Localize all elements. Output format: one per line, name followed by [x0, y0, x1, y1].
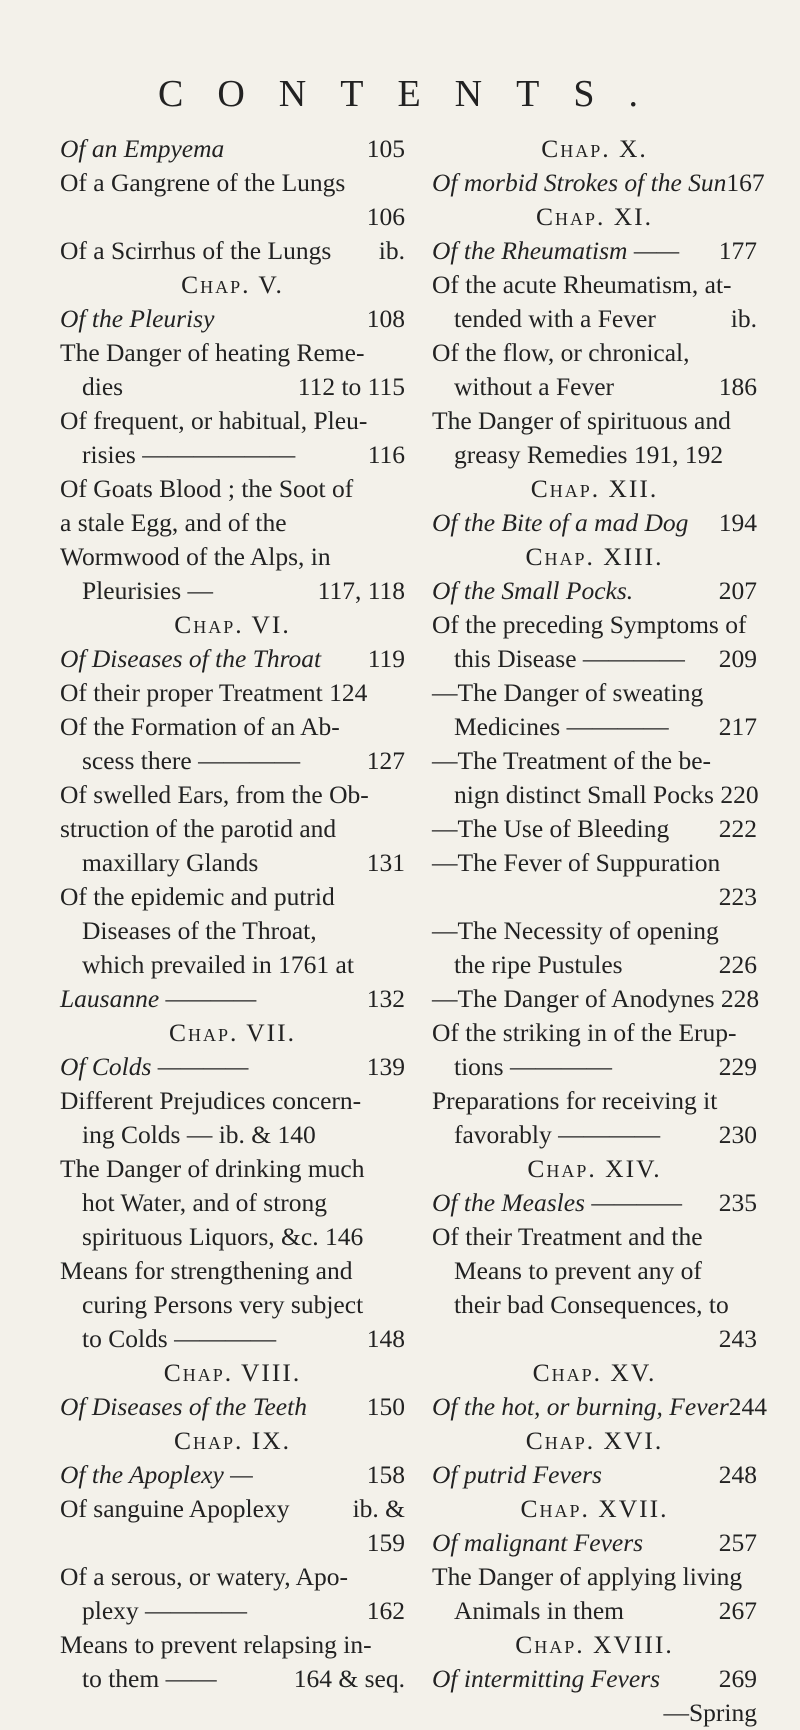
page-number: 194 [718, 508, 757, 537]
entry-title: struction of the parotid and [60, 814, 337, 843]
contents-entry [60, 1084, 405, 1118]
page-number: 207 [718, 576, 757, 605]
chapter-heading: Chap. IX. [173, 1426, 292, 1455]
contents-entry [60, 812, 405, 846]
contents-entry [60, 676, 405, 710]
page-number: 230 [718, 1120, 757, 1149]
continuation-text: —Spring [663, 1698, 757, 1727]
entry-title: to them —— [82, 1664, 217, 1693]
contents-entry [432, 1220, 757, 1254]
entry-title: Pleurisies — [82, 576, 214, 605]
contents-entry [432, 1560, 757, 1594]
entry-title: The Danger of spirituous and [432, 406, 731, 435]
contents-entry [60, 744, 405, 778]
page-number: 119 [367, 644, 405, 673]
contents-entry [432, 1084, 757, 1118]
entry-title: The Danger of applying living [432, 1562, 743, 1591]
contents-entry [432, 574, 757, 608]
contents-entry [60, 472, 405, 506]
page-number: 229 [718, 1052, 757, 1081]
entry-title: Of putrid Fevers [432, 1460, 602, 1489]
entry-title: Of the flow, or chronical, [432, 338, 690, 367]
entry-title: Animals in them [454, 1596, 624, 1625]
entry-title: tions ———— [454, 1052, 612, 1081]
contents-entry [432, 914, 757, 948]
chapter-heading: Chap. XII. [530, 474, 659, 503]
page-number: 244 [728, 1392, 767, 1421]
chapter-heading: Chap. XI. [535, 202, 654, 231]
entry-title: Of Goats Blood ; the Soot of [60, 474, 354, 503]
entry-title: curing Persons very subject [82, 1290, 364, 1319]
contents-entry [432, 1050, 757, 1084]
entry-title: Lausanne ———— [60, 984, 257, 1013]
chapter-heading: Chap. X. [541, 134, 648, 163]
page-number: 269 [718, 1664, 757, 1693]
entry-title: —The Danger of sweating [432, 678, 704, 707]
entry-title: ing Colds — ib. & 140 [82, 1120, 316, 1149]
contents-entry [60, 1118, 405, 1152]
continuation-text: 106 [366, 202, 405, 231]
entry-title: scess there ———— [82, 746, 301, 775]
page-number: 226 [718, 950, 757, 979]
page-number: 267 [718, 1596, 757, 1625]
entry-title: nign distinct Small Pocks 220 [454, 780, 759, 809]
entry-title: Of intermitting Fevers [432, 1664, 661, 1693]
page-number: 167 [726, 168, 765, 197]
page-number: ib. & [352, 1494, 405, 1523]
page-number: 162 [366, 1596, 405, 1625]
chapter-heading: Chap. VII. [168, 1018, 297, 1047]
contents-entry [432, 846, 757, 880]
page-number: ib. [378, 236, 405, 265]
page-number: 222 [718, 814, 757, 843]
entry-title: dies [82, 372, 124, 401]
entry-title: Of Diseases of the Throat [60, 644, 322, 673]
contents-entry [60, 1560, 405, 1594]
contents-entry [432, 948, 757, 982]
entry-title: —The Use of Bleeding [432, 814, 670, 843]
entry-title: Of the Formation of an Ab- [60, 712, 340, 741]
chapter-heading: Chap. XV. [532, 1358, 657, 1387]
entry-title: —The Treatment of the be- [432, 746, 712, 775]
entry-title: Of the Apoplexy — [60, 1460, 253, 1489]
entry-title: hot Water, and of strong [82, 1188, 328, 1217]
page-number: 150 [366, 1392, 405, 1421]
page-number: 158 [366, 1460, 405, 1489]
entry-title: Of the Measles ———— [432, 1188, 683, 1217]
contents-entry [60, 404, 405, 438]
contents-entry [432, 234, 757, 268]
contents-entry [60, 234, 405, 268]
entry-title: The Danger of heating Reme- [60, 338, 365, 367]
entry-title: a stale Egg, and of the [60, 508, 287, 537]
entry-title: —The Fever of Suppuration [432, 848, 721, 877]
contents-entry [432, 438, 757, 472]
entry-title: favorably ———— [454, 1120, 661, 1149]
contents-entry [432, 404, 757, 438]
entry-title: Different Prejudices concern- [60, 1086, 362, 1115]
contents-entry [432, 812, 757, 846]
chapter-heading: Chap. XIII. [525, 542, 664, 571]
page-number: 127 [366, 746, 405, 775]
entry-title: Of the preceding Symptoms of [432, 610, 747, 639]
contents-entry [60, 710, 405, 744]
contents-entry [432, 1288, 757, 1322]
contents-entry [432, 710, 757, 744]
entry-title: Of their Treatment and the [432, 1222, 703, 1251]
contents-entry [432, 268, 757, 302]
entry-title: Of the hot, or burning, Fever [432, 1392, 729, 1421]
entry-title: Of morbid Strokes of the Sun [432, 168, 727, 197]
chapter-heading: Chap. XVIII. [515, 1630, 674, 1659]
entry-title: Of a Scirrhus of the Lungs [60, 236, 332, 265]
entry-title: Wormwood of the Alps, in [60, 542, 331, 571]
page-number: 257 [718, 1528, 757, 1557]
entry-title: Of frequent, or habitual, Pleu- [60, 406, 368, 435]
entry-title: —The Danger of Anodynes 228 [432, 984, 760, 1013]
contents-entry [60, 438, 405, 472]
contents-entry [60, 1050, 405, 1084]
contents-entry [432, 1594, 757, 1628]
entry-title: Of sanguine Apoplexy [60, 1494, 290, 1523]
contents-entry [60, 642, 405, 676]
contents-entry [60, 302, 405, 336]
contents-entry [60, 132, 405, 166]
chapter-heading: Chap. VI. [174, 610, 291, 639]
contents-entry [60, 846, 405, 880]
entry-title: Of the striking in of the Erup- [432, 1018, 737, 1047]
chapter-heading: Chap. XIV. [527, 1154, 662, 1183]
contents-entry [60, 1628, 405, 1662]
page-number: 105 [366, 134, 405, 163]
contents-entry [60, 370, 405, 404]
chapter-heading: Chap. XVII. [520, 1494, 669, 1523]
contents-entry [60, 166, 405, 200]
entry-title: Of the Small Pocks. [432, 576, 634, 605]
contents-entry [432, 166, 765, 200]
contents-entry [60, 948, 405, 982]
page-number: 217 [718, 712, 757, 741]
entry-title: —The Necessity of opening [432, 916, 719, 945]
page-number: ib. [730, 304, 757, 333]
entry-title: Means to prevent relapsing in- [60, 1630, 372, 1659]
entry-title: plexy ———— [82, 1596, 248, 1625]
entry-title: Of the Rheumatism —— [432, 236, 680, 265]
entry-title: Of a Gangrene of the Lungs [60, 168, 346, 197]
page-number: 186 [718, 372, 757, 401]
entry-title: the ripe Pustules [454, 950, 623, 979]
contents-entry [432, 1016, 757, 1050]
page-number: 117, 118 [317, 576, 405, 605]
entry-title: Of the Pleurisy [60, 304, 215, 333]
entry-title: Of an Empyema [60, 134, 225, 163]
entry-title: Of swelled Ears, from the Ob- [60, 780, 369, 809]
contents-entry [60, 336, 405, 370]
page-number: 164 & seq. [293, 1664, 405, 1693]
contents-entry [432, 676, 757, 710]
contents-entry [60, 778, 405, 812]
contents-entry [432, 1186, 757, 1220]
contents-entry [60, 1152, 405, 1186]
contents-entry [60, 574, 405, 608]
continuation-text: 159 [366, 1528, 405, 1557]
contents-entry [432, 1526, 757, 1560]
contents-entry [60, 1254, 405, 1288]
contents-entry [432, 1118, 757, 1152]
entry-title: Means to prevent any of [454, 1256, 702, 1285]
entry-title: Means for strengthening and [60, 1256, 353, 1285]
continuation-text: 223 [718, 882, 757, 911]
page-number: 131 [366, 848, 405, 877]
contents-entry [60, 1288, 405, 1322]
entry-title: without a Fever [454, 372, 615, 401]
entry-title: to Colds ———— [82, 1324, 277, 1353]
entry-title: spirituous Liquors, &c. 146 [82, 1222, 364, 1251]
contents-entry [432, 1458, 757, 1492]
contents-entry [60, 506, 405, 540]
page-number: 108 [366, 304, 405, 333]
entry-title: Of Colds ———— [60, 1052, 249, 1081]
contents-entry [60, 1186, 405, 1220]
chapter-heading: Chap. V. [181, 270, 284, 299]
contents-entry [60, 982, 405, 1016]
entry-title: Diseases of the Throat, [82, 916, 317, 945]
entry-title: Of malignant Fevers [432, 1528, 644, 1557]
entry-title: this Disease ———— [454, 644, 685, 673]
page-title: CONTENTS. [158, 73, 672, 115]
entry-title: Of the Bite of a mad Dog [432, 508, 689, 537]
entry-title: Of Diseases of the Teeth [60, 1392, 307, 1421]
contents-entry [432, 302, 757, 336]
contents-entry [60, 880, 405, 914]
entry-title: Of the epidemic and putrid [60, 882, 335, 911]
entry-title: Preparations for receiving it [432, 1086, 718, 1115]
contents-entry [432, 1254, 757, 1288]
contents-entry [432, 1662, 757, 1696]
page-number: 148 [366, 1324, 405, 1353]
contents-entry [432, 370, 757, 404]
contents-entry [60, 1662, 405, 1696]
contents-entry [432, 506, 757, 540]
contents-entry [60, 1458, 405, 1492]
page-number: 132 [366, 984, 405, 1013]
contents-entry [60, 1594, 405, 1628]
entry-title: The Danger of drinking much [60, 1154, 365, 1183]
entry-title: maxillary Glands [82, 848, 259, 877]
continuation-text: 243 [718, 1324, 757, 1353]
contents-right-column [432, 132, 767, 1730]
contents-entry [60, 1390, 405, 1424]
chapter-heading: Chap. VIII. [163, 1358, 302, 1387]
page-number: 209 [718, 644, 757, 673]
contents-entry [60, 1492, 405, 1526]
contents-entry [432, 608, 757, 642]
entry-title: which prevailed in 1761 at [82, 950, 354, 979]
entry-title: Of their proper Treatment 124 [60, 678, 368, 707]
entry-title: Of a serous, or watery, Apo- [60, 1562, 348, 1591]
entry-title: Of the acute Rheumatism, at- [432, 270, 732, 299]
entry-title: greasy Remedies 191, 192 [454, 440, 724, 469]
entry-title: their bad Consequences, to [454, 1290, 729, 1319]
contents-entry [60, 1220, 405, 1254]
contents-entry [432, 642, 757, 676]
page-number: 116 [367, 440, 405, 469]
contents-entry [60, 1322, 405, 1356]
entry-title: Medicines ———— [454, 712, 669, 741]
contents-entry [432, 744, 757, 778]
contents-entry [432, 336, 757, 370]
contents-left-column [60, 132, 405, 1696]
page-number: 139 [366, 1052, 405, 1081]
contents-entry [60, 540, 405, 574]
entry-title: risies —————— [82, 440, 296, 469]
entry-title: tended with a Fever [454, 304, 656, 333]
page-number: 112 to 115 [297, 372, 405, 401]
page-number: 235 [718, 1188, 757, 1217]
contents-entry [432, 982, 760, 1016]
contents-entry [432, 778, 757, 812]
page-number: 177 [718, 236, 757, 265]
page-number: 248 [718, 1460, 757, 1489]
contents-entry [60, 914, 405, 948]
chapter-heading: Chap. XVI. [525, 1426, 664, 1455]
contents-entry [432, 1390, 767, 1424]
